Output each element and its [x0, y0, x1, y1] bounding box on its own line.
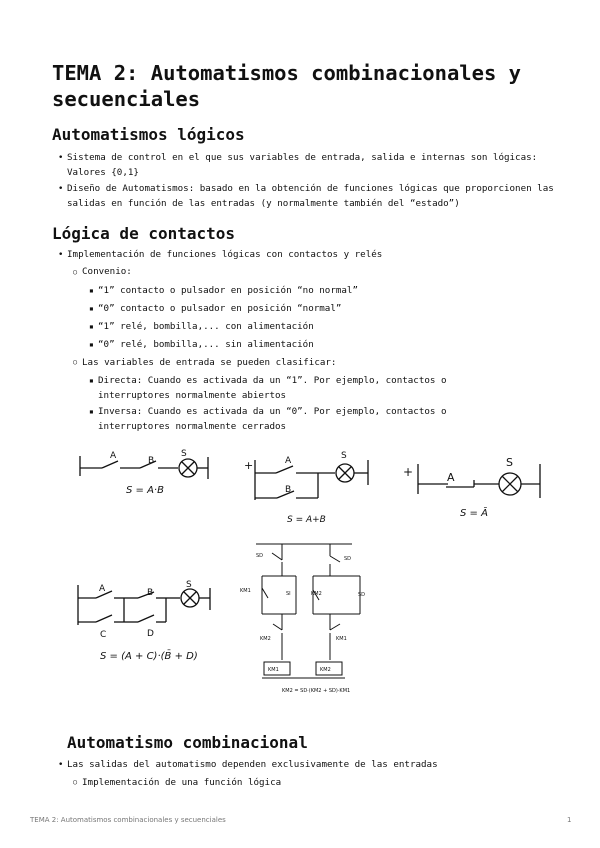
label-d: D — [147, 629, 154, 639]
label-km1: KM1 — [240, 588, 251, 594]
label-plus: + — [403, 465, 414, 479]
equation-relay: KM2 = SD·(KM2 + SD)·KM1 — [282, 688, 351, 694]
label-a: A — [110, 451, 117, 461]
label-km1: KM1 — [336, 636, 347, 642]
label-b: B — [148, 456, 155, 466]
bullet-text: Sistema de control en el que sus variables de entrada, salida e internas son lógicas: Valores {0,1} — [67, 152, 538, 178]
footer-title: TEMA 2: Automatismos combinacionales y secuenciales — [30, 816, 226, 824]
equation-or: S = A+B — [287, 515, 326, 525]
section-heading-automatismos-logicos: Automatismos lógicos — [52, 125, 245, 144]
bullet-circle — [73, 775, 77, 790]
label-km2: KM2 — [311, 591, 322, 597]
bullet-text: Implementación de una función lógica — [82, 777, 282, 788]
label-plus: + — [244, 459, 254, 472]
bullet-text: Las variables de entrada se pueden clasificar: — [82, 357, 337, 368]
label-a: A — [447, 471, 455, 484]
section-heading-automatismo-combinacional: Automatismo combinacional — [67, 733, 308, 752]
bullet-text: “1” contacto o pulsador en posición “no normal” — [98, 285, 358, 296]
label-s: S — [186, 580, 192, 590]
bullet-text: “0” contacto o pulsador en posición “normal” — [98, 303, 342, 314]
equation-combo: S = (A + C)·(B̄ + D) — [100, 651, 198, 662]
equation-and: S = A·B — [126, 485, 164, 496]
not-circuit-diagram — [403, 456, 540, 519]
and-circuit-diagram — [80, 449, 208, 496]
label-km2: KM2 — [260, 636, 271, 642]
label-km1: KM1 — [268, 667, 279, 673]
equation-not: S = Ā — [460, 508, 488, 519]
page-number: 1 — [567, 816, 572, 824]
label-s: S — [341, 451, 347, 461]
bullet-text: “0” relé, bombilla,... sin alimentación — [98, 339, 314, 350]
page-title: TEMA 2: Automatismos combinacionales y secuenciales — [52, 61, 521, 111]
label-s: S — [181, 449, 187, 459]
label-a: A — [99, 584, 106, 594]
bullet-text: Las salidas del automatismo dependen exclusivamente de las entradas — [67, 759, 438, 770]
label-si: SI — [286, 591, 291, 597]
bullet-text: Directa: Cuando es activada da un “1”. Por ejemplo, contactos o interruptores normalmente abiertos — [98, 375, 447, 401]
label-a: A — [285, 456, 292, 466]
section-heading-logica-contactos: Lógica de contactos — [52, 224, 236, 243]
bullet-text: “1” relé, bombilla,... con alimentación — [98, 321, 314, 332]
label-c: C — [100, 630, 107, 640]
label-s: S — [506, 456, 513, 469]
label-b: B — [285, 485, 292, 495]
label-sd: SD — [344, 556, 352, 562]
label-sd: SD — [358, 592, 366, 598]
combo-circuit-diagram — [78, 580, 210, 662]
or-circuit-diagram — [244, 451, 368, 525]
bullet-text: Convenio: — [82, 266, 132, 277]
bullet-text: Inversa: Cuando es activada da un “0”. Por ejemplo, contactos o interruptores normalmente cerrados — [98, 406, 447, 432]
bullet-dot — [58, 758, 63, 773]
label-km2: KM2 — [320, 667, 331, 673]
bullet-text: Implementación de funciones lógicas con contactos y relés — [67, 249, 383, 260]
relay-ladder-diagram — [240, 544, 365, 694]
bullet-text: Diseño de Automatismos: basado en la obtención de funciones lógicas que proporcionen las salidas en función de las entradas (y normalmente también del “estado”) — [67, 183, 554, 209]
label-sd: SD — [256, 553, 264, 559]
label-b: B — [147, 588, 154, 598]
